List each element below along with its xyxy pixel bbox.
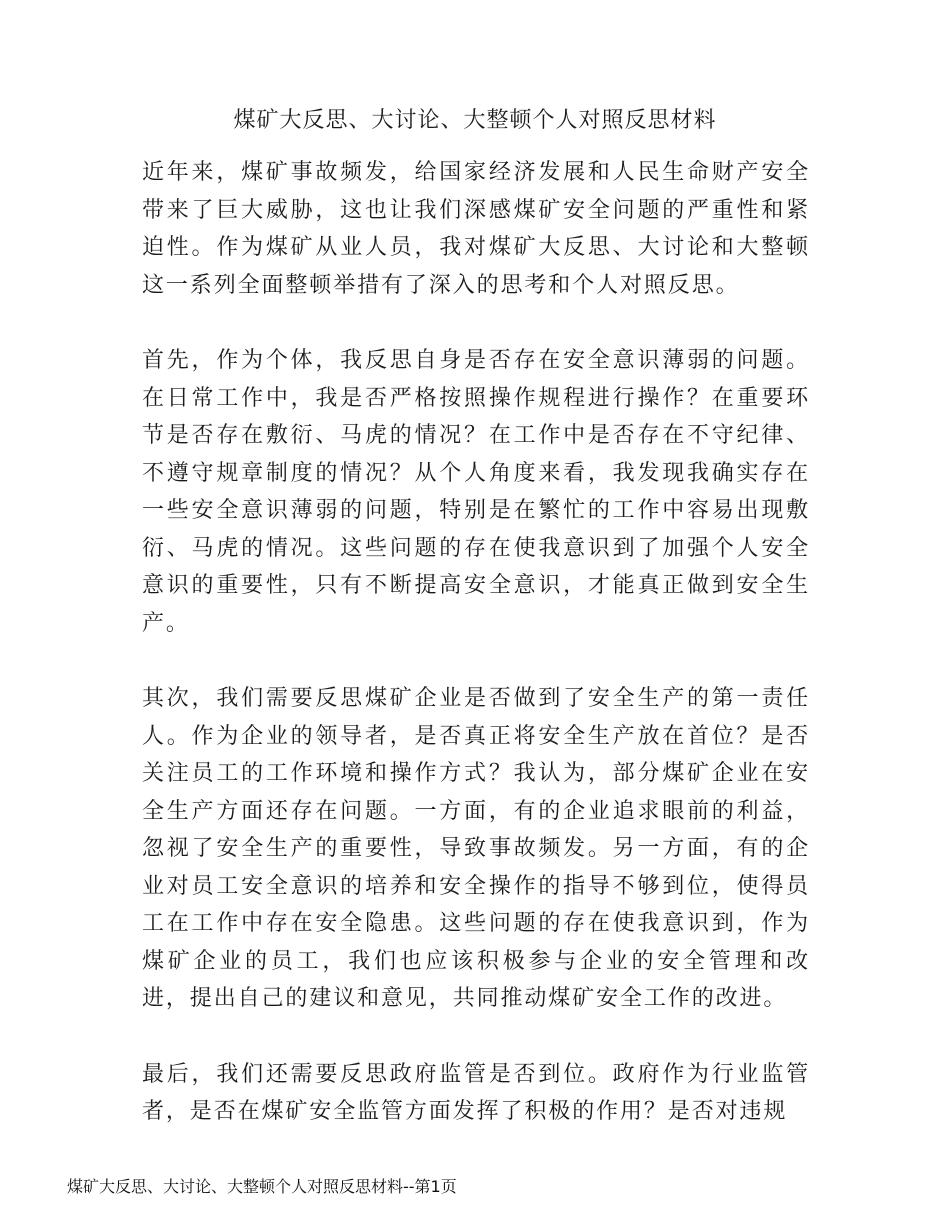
paragraph-individual-reflection: 首先，作为个体，我反思自身是否存在安全意识薄弱的问题。在日常工作中，我是否严格按照操作规程进行操作？在重要环节是否存在敷衍、马虎的情况？在工作中是否存在不守纪律、不遵守规章制度的情况？从个人角度来看，我发现我确实存在一些安全意识薄弱的问题，特别是在繁忙的工作中容易出现敷衍、马虎的情况。这些问题的存在使我意识到了加强个人安全意识的重要性，只有不断提高安全意识，才能真正做到安全生产。 bbox=[142, 348, 810, 636]
document-body bbox=[142, 154, 810, 1169]
page-footer: 煤矿大反思、大讨论、大整顿个人对照反思材料--第1页 bbox=[67, 1177, 457, 1196]
document-title: 煤矿大反思、大讨论、大整顿个人对照反思材料 bbox=[233, 108, 717, 133]
paragraph-intro: 近年来，煤矿事故频发，给国家经济发展和人民生命财产安全带来了巨大威胁，这也让我们深感煤矿安全问题的严重性和紧迫性。作为煤矿从业人员，我对煤矿大反思、大讨论和大整顿这一系列全面整顿举措有了深入的思考和个人对照反思。 bbox=[142, 160, 810, 298]
paragraph-enterprise-reflection: 其次，我们需要反思煤矿企业是否做到了安全生产的第一责任人。作为企业的领导者，是否真正将安全生产放在首位？是否关注员工的工作环境和操作方式？我认为，部分煤矿企业在安全生产方面还存在问题。一方面，有的企业追求眼前的利益，忽视了安全生产的重要性，导致事故频发。另一方面，有的企业对员工安全意识的培养和安全操作的指导不够到位，使得员工在工作中存在安全隐患。这些问题的存在使我意识到，作为煤矿企业的员工，我们也应该积极参与企业的安全管理和改进，提出自己的建议和意见，共同推动煤矿安全工作的改进。 bbox=[142, 686, 810, 1011]
paragraph-government-reflection: 最后，我们还需要反思政府监管是否到位。政府作为行业监管者，是否在煤矿安全监管方面发挥了积极的作用？是否对违规 bbox=[142, 1061, 810, 1124]
